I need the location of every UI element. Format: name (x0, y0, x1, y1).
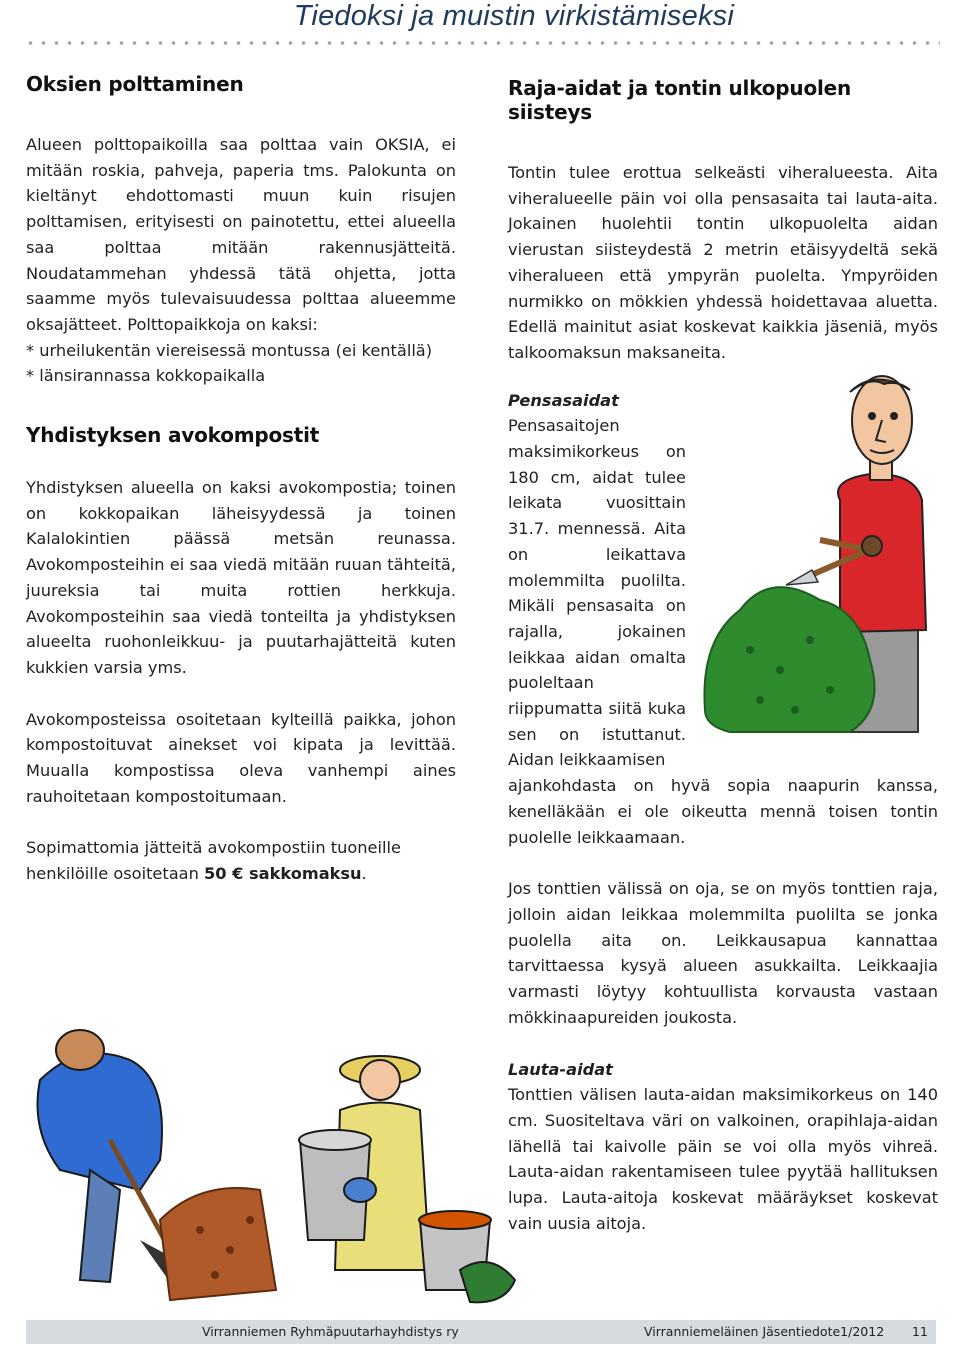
board-fences-paragraph: Tonttien välisen lauta-aidan maksimikorkeus on 140 cm. Suositeltava väri on valkoinen, orapihlaja-aidan lähellä tai kaivolle päin se voi olla myös vihreä. Lauta-aidan rakentamiseen tulee pyytää hallituksen lupa. Lauta-aitoja koskevat määräykset koskevat vain uusia aitoja. (508, 1085, 938, 1233)
compost-fine-paragraph: Sopimattomia jätteitä avokompostiin tuoneille henkilöille osoitetaan 50 € sakkomaksu. (26, 838, 401, 884)
burning-place-item: * länsirannassa kokkopaikalla (26, 366, 266, 386)
hedges-paragraph-narrow: Pensasaitojen maksimikorkeus on 180 cm, aidat tulee leikata vuosittain 31.7. mennessä. Aita on leikattava molemmilta puolilta. Mikäli pensasaita on rajalla, jokainen leikkaa aidan omalta puoleltaan riippumatta siitä kuka sen on istuttanut. Aidan leikkaamisen (508, 416, 686, 770)
hedges-subheading: Pensasaidat (508, 390, 619, 410)
hedges-paragraph-full: ajankohdasta on hyvä sopia naapurin kanssa, kenelläkään ei ole oikeutta mennä toisen tontin puolelle leikkaamaan. (508, 776, 938, 847)
hedge-trimmer-illustration (700, 370, 950, 740)
compost-paragraph-2: Avokomposteissa osoitetaan kylteillä paikka, johon kompostoituvat ainekset voi kipata ja levittää. Muualla kompostissa oleva vanhempi aines rauhoitetaan kompostoitumaan. (26, 709, 456, 806)
fine-amount: 50 € sakkomaksu (203, 864, 362, 884)
compost-bin-woman-illustration (290, 1040, 520, 1310)
footer-publication: Virranniemeläinen Jäsentiedote1/2012 (644, 1324, 885, 1339)
footer-page-number: 11 (912, 1324, 928, 1339)
section-heading-branch-burning: Oksien polttaminen (26, 72, 244, 96)
section-heading-compost: Yhdistyksen avokompostit (26, 423, 320, 448)
fences-intro-paragraph: Tontin tulee erottua selkeästi viheralueesta. Aita viheralueelle päin voi olla pensasaita tai lauta-aita. Jokainen huolehtii tontin ulkopuolelta aidan vierustan siisteydestä 2 metrin etäisyydeltä sekä viheralueen että ympyrän puolelta. Ympyröiden nurmikko on mökkien yhdessä hoidettavaa aluetta. Edellä mainitut asiat koskevat kaikkia jäseniä, myös talkoomaksun maksaneita. (508, 163, 938, 362)
page-header-title: Tiedoksi ja muistin virkistämiseksi (293, 0, 734, 32)
page-footer (26, 1320, 936, 1344)
dotted-divider (24, 41, 940, 45)
left-column (26, 72, 456, 887)
footer-organization: Virranniemen Ryhmäpuutarhayhdistys ry (202, 1324, 459, 1339)
board-fences-subheading: Lauta-aidat (508, 1059, 613, 1079)
compost-paragraph-1: Yhdistyksen alueella on kaksi avokompostia; toinen on kokkopaikan läheisyydessä ja toinen Kalalokintien päässä metsän reunassa. Avokomposteihin ei saa viedä mitään ruuan tähteitä, juureksia tai muita rottien herkkuja. Avokomposteihin saa viedä tonteilta ja yhdistyksen alueelta ruohonleikkuu- ja puutarhajätteitä kuten kukkien varsia yms. (26, 478, 456, 677)
ditch-paragraph: Jos tonttien välissä on oja, se on myös tonttien raja, jolloin aidan leikkaa molemmilta puolilta se jonka puolella aita on. Leikkausapua kannattaa tarvittaessa kysyä alueen asukkailta. Leikkaajia varmasti löytyy kohtuullista korvausta vastaan mökkinaapureiden joukosta. (508, 879, 938, 1027)
section-heading-fences: Raja-aidat ja tontin ulkopuolen siisteys (508, 76, 852, 124)
burning-place-item: * urheilukentän viereisessä montussa (ei kentällä) (26, 340, 433, 360)
branch-burning-paragraph: Alueen polttopaikoilla saa polttaa vain OKSIA, ei mitään roskia, pahveja, paperia tms. Palokunta on kieltänyt ehdottomasti muun kuin risujen polttamisen, erityisesti on painotettu, ettei alueella saa polttaa mitään rakennusjätteitä. Noudatammehan yhdessä tätä ohjetta, jotta saamme myös tulevaisuudessa polttaa alueemme oksajätteet. Polttopaikkoja on kaksi: (26, 135, 456, 334)
raking-man-illustration (20, 1020, 290, 1310)
